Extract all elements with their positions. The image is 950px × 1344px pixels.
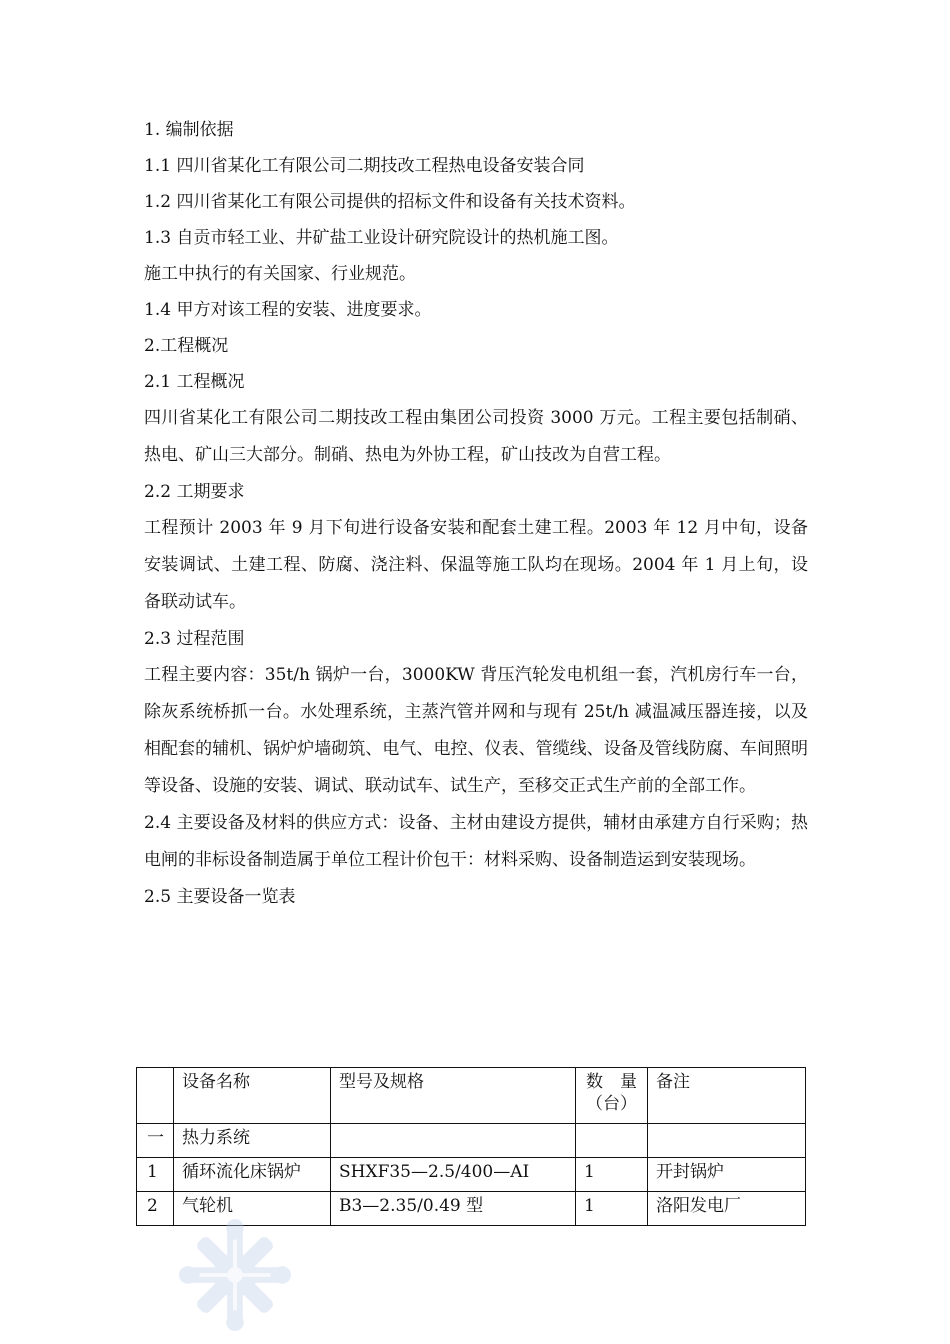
overview-paragraph: 四川省某化工有限公司二期技改工程由集团公司投资 3000 万元。工程主要包括制硝、热电、矿山三大部分。制硝、热电为外协工程，矿山技改为自营工程。 xyxy=(144,408,808,465)
basis-item-1-4: 1.4 甲方对该工程的安装、进度要求。 xyxy=(144,300,432,320)
scope-paragraph: 工程主要内容：35t/h 锅炉一台，3000KW 背压汽轮发电机组一套，汽机房行车一台，除灰系统桥抓一台。水处理系统，主蒸汽管并网和与现有 25t/h 减温减压器连接，以及相配套的辅机、锅炉炉墙砌筑、电气、电控、仪表、管缆线、设备及管线防腐、车间照明等设备、设施的安装、调试、联动试车、试生产，至移交正式生产前的全部工作。 xyxy=(144,665,808,796)
subheading-scope: 2.3 过程范围 xyxy=(144,629,245,649)
table-row xyxy=(137,1124,806,1158)
supply-paragraph: 2.4 主要设备及材料的供应方式：设备、主材由建设方提供，辅材由承建方自行采购；热电闸的非标设备制造属于单位工程计价包干：材料采购、设备制造运到安装现场。 xyxy=(144,813,808,870)
subheading-overview: 2.1 工程概况 xyxy=(144,372,245,392)
row-name: 热力系统 xyxy=(174,1124,331,1158)
row-qty: 1 xyxy=(576,1158,648,1192)
row-note: 开封锅炉 xyxy=(648,1158,806,1192)
table-header-row xyxy=(137,1068,806,1124)
schedule-paragraph: 工程预计 2003 年 9 月下旬进行设备安装和配套土建工程。2003 年 12 月中旬，设备安装调试、土建工程、防腐、浇注料、保温等施工队均在现场。2004 年 1 月上旬，设备联动试车。 xyxy=(144,518,808,612)
equipment-table xyxy=(136,1067,806,1226)
basis-item-standards: 施工中执行的有关国家、行业规范。 xyxy=(144,264,416,284)
row-no: 2 xyxy=(137,1192,174,1226)
row-no: 1 xyxy=(137,1158,174,1192)
row-model: B3—2.35/0.49 型 xyxy=(331,1192,576,1226)
row-name: 气轮机 xyxy=(174,1192,331,1226)
row-qty xyxy=(576,1124,648,1158)
document-body xyxy=(144,112,808,915)
row-qty: 1 xyxy=(576,1192,648,1226)
header-qty-line2: （台） xyxy=(586,1094,637,1114)
subheading-schedule: 2.2 工期要求 xyxy=(144,482,245,502)
table-row xyxy=(137,1158,806,1192)
subheading-equipment-table: 2.5 主要设备一览表 xyxy=(144,887,296,907)
section-heading-overview: 2.工程概况 xyxy=(144,336,229,356)
header-no xyxy=(137,1068,174,1124)
row-model xyxy=(331,1124,576,1158)
row-name: 循环流化床锅炉 xyxy=(174,1158,331,1192)
section-heading-basis: 1. 编制依据 xyxy=(144,120,234,140)
header-name: 设备名称 xyxy=(174,1068,331,1124)
basis-item-1-1: 1.1 四川省某化工有限公司二期技改工程热电设备安装合同 xyxy=(144,156,585,176)
header-note: 备注 xyxy=(648,1068,806,1124)
basis-item-1-2: 1.2 四川省某化工有限公司提供的招标文件和设备有关技术资料。 xyxy=(144,192,636,212)
basis-item-1-3: 1.3 自贡市轻工业、井矿盐工业设计研究院设计的热机施工图。 xyxy=(144,228,619,248)
header-qty-line1: 数 量 xyxy=(586,1072,637,1092)
row-note xyxy=(648,1124,806,1158)
row-note: 洛阳发电厂 xyxy=(648,1192,806,1226)
row-no: 一 xyxy=(137,1124,174,1158)
row-model: SHXF35—2.5/400—AI xyxy=(331,1158,576,1192)
snowflake-logo-icon xyxy=(176,1216,294,1334)
equipment-table-wrapper xyxy=(136,1067,806,1226)
header-model: 型号及规格 xyxy=(331,1068,576,1124)
header-qty xyxy=(576,1068,648,1124)
